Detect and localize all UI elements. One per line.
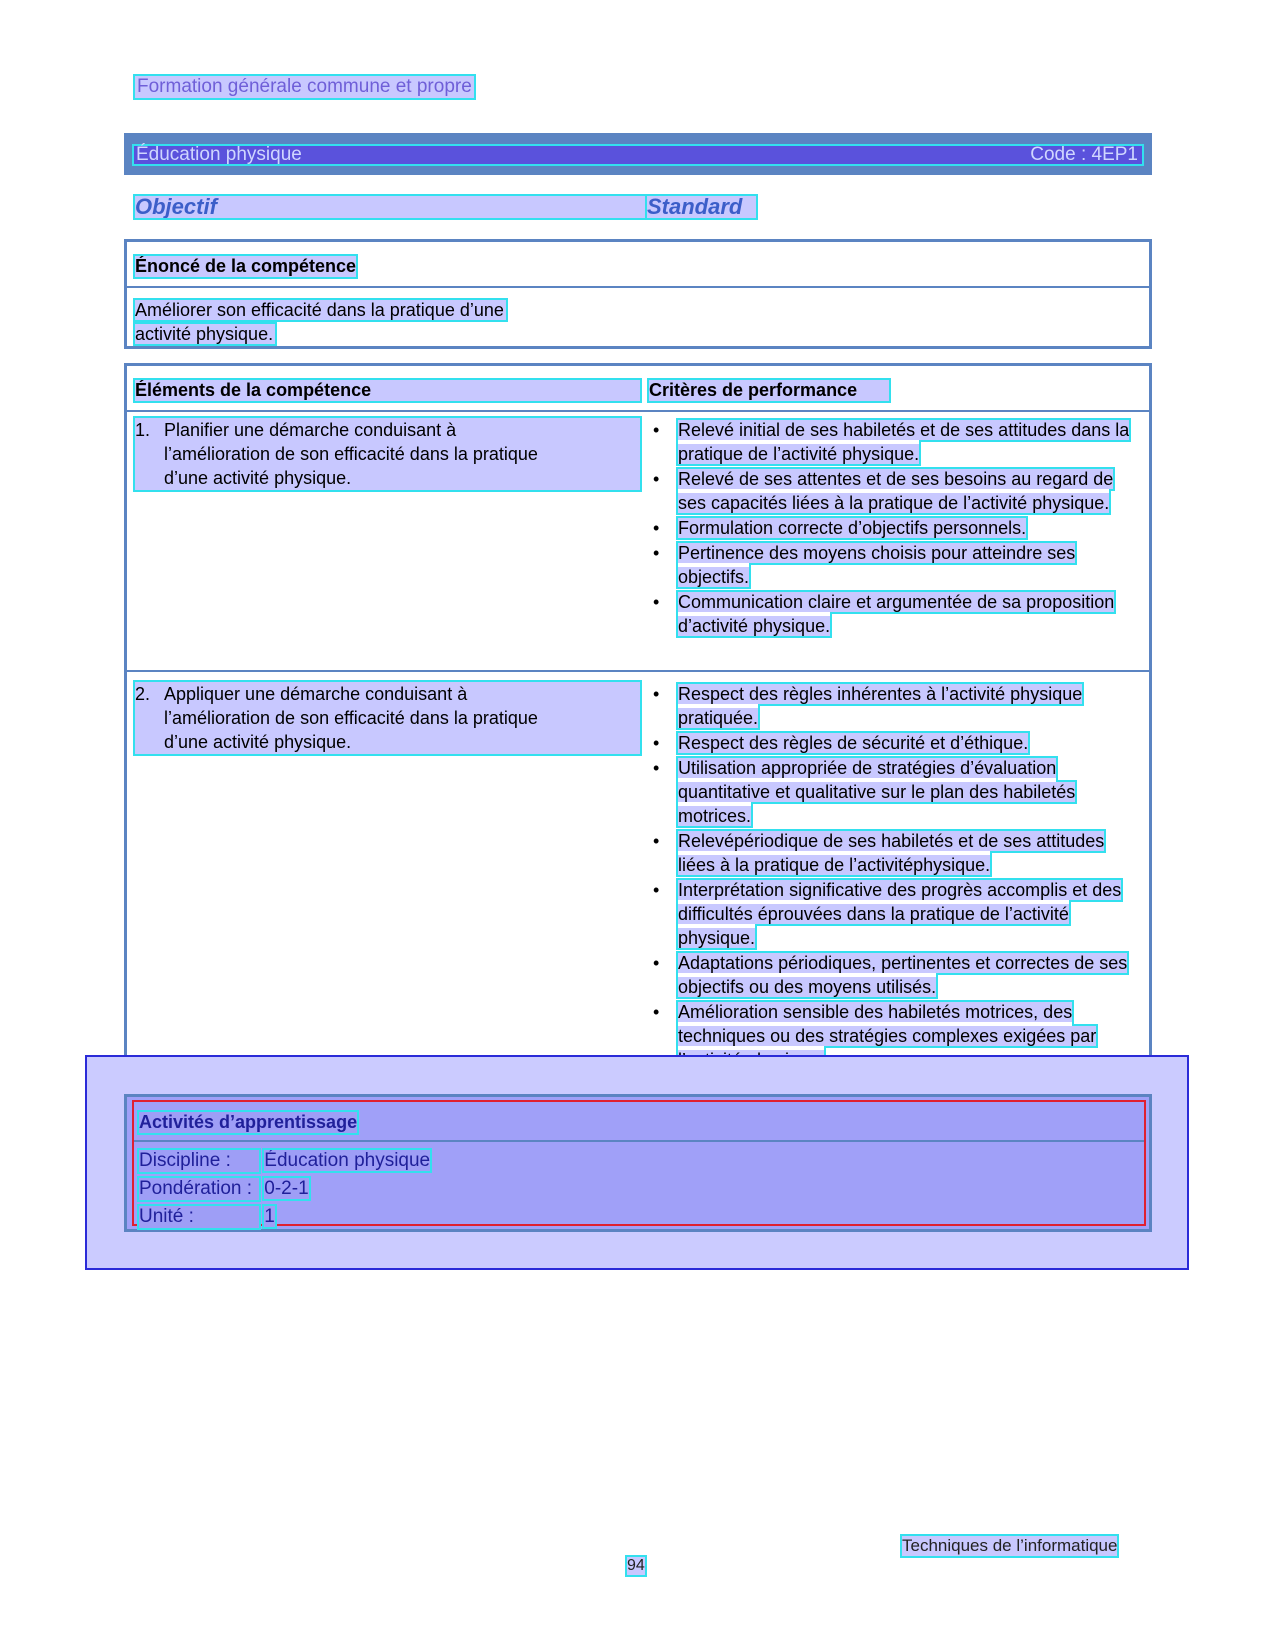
criterion-text: Amélioration sensible des habiletés motrices, des techniques ou des stratégies complexes exigées par bbox=[678, 1002, 1096, 1070]
learning-activities-box bbox=[124, 1094, 1152, 1232]
criterion-item bbox=[649, 541, 1144, 589]
criterion-text: Respect des règles de sécurité et d’éthique. bbox=[678, 733, 1029, 753]
criterion-item bbox=[649, 829, 1144, 877]
discipline-label: Discipline : bbox=[139, 1150, 259, 1172]
criterion-item bbox=[649, 682, 1144, 730]
criterion-item bbox=[649, 590, 1144, 638]
course-title: Éducation physique bbox=[136, 144, 302, 165]
objective-row bbox=[135, 196, 756, 218]
section-label: Formation générale commune et propre bbox=[137, 76, 472, 97]
element-line: l’amélioration de son efficacité dans la pratique bbox=[164, 708, 538, 728]
standard-label: Standard bbox=[647, 196, 756, 218]
unit-label: Unité : bbox=[139, 1206, 259, 1228]
table-header bbox=[127, 366, 1149, 412]
elements-column-header: Éléments de la compétence bbox=[135, 380, 640, 401]
criterion-text: Communication claire et argumentée de sa proposition d’activité physique. bbox=[678, 592, 1115, 636]
element-line: d’une activité physique. bbox=[164, 468, 352, 488]
criterion-item bbox=[649, 756, 1144, 828]
criterion-text: Adaptations périodiques, pertinentes et correctes de ses objectifs ou des moyens utilisés. bbox=[678, 953, 1128, 997]
competence-element-2 bbox=[135, 682, 640, 754]
criterion-item bbox=[649, 878, 1144, 950]
criterion-item bbox=[649, 467, 1144, 515]
section-divider bbox=[127, 670, 1149, 672]
competence-statement-box bbox=[124, 239, 1152, 349]
unit-value: 1 bbox=[264, 1206, 275, 1227]
criterion-item bbox=[649, 418, 1144, 466]
ponderation-value: 0-2-1 bbox=[264, 1178, 309, 1199]
course-code: Code : 4EP1 bbox=[1030, 144, 1138, 165]
element-line: d’une activité physique. bbox=[164, 732, 352, 752]
criterion-text: Utilisation appropriée de stratégies d’évaluation quantitative et qualitative sur le plan des habiletés motrices. bbox=[678, 758, 1076, 826]
course-title-bar bbox=[124, 133, 1152, 175]
criterion-text: Interprétation significative des progrès accomplis et des difficultés éprouvées dans la pratique de l’activité physique. bbox=[678, 880, 1122, 948]
criterion-text: Respect des règles inhérentes à l’activité physique pratiquée. bbox=[678, 684, 1083, 728]
criteria-list-1 bbox=[649, 418, 1144, 639]
discipline-row bbox=[139, 1150, 430, 1172]
element-line: Planifier une démarche conduisant à bbox=[164, 420, 457, 440]
criterion-text: Pertinence des moyens choisis pour atteindre ses objectifs. bbox=[678, 543, 1076, 587]
footer-program-name: Techniques de l’informatique bbox=[902, 1536, 1118, 1555]
criterion-item bbox=[649, 951, 1144, 999]
learning-activities-frame bbox=[132, 1100, 1146, 1226]
competence-statement-header bbox=[127, 242, 1149, 288]
criterion-text: Relevépériodique de ses habiletés et de ses attitudes liées à la pratique de l’activitéphysique. bbox=[678, 831, 1105, 875]
ponderation-label: Pondération : bbox=[139, 1178, 259, 1200]
elements-criteria-table bbox=[124, 363, 1152, 1078]
competence-statement-line: Améliorer son efficacité dans la pratique d’une bbox=[135, 300, 504, 320]
competence-statement-title: Énoncé de la compétence bbox=[135, 256, 357, 276]
competence-statement-line: activité physique. bbox=[135, 324, 274, 344]
course-title-band bbox=[134, 146, 1142, 164]
criterion-item bbox=[649, 516, 1144, 540]
criteria-list-2 bbox=[649, 682, 1144, 1073]
unit-row bbox=[139, 1206, 275, 1228]
criteria-column-header: Critères de performance bbox=[649, 380, 889, 401]
element-line: l’amélioration de son efficacité dans la pratique bbox=[164, 444, 538, 464]
learning-activities-header bbox=[134, 1102, 1144, 1142]
page-number: 94 bbox=[627, 1557, 645, 1574]
element-number: 2. bbox=[135, 684, 151, 704]
competence-statement-text bbox=[135, 298, 565, 346]
criterion-text: Relevé initial de ses habiletés et de ses attitudes dans la pratique de l’activité physique. bbox=[678, 420, 1130, 464]
element-number: 1. bbox=[135, 420, 151, 440]
element-line: Appliquer une démarche conduisant à bbox=[164, 684, 468, 704]
criterion-text: Relevé de ses attentes et de ses besoins au regard de ses capacités liées à la pratique de l’activité physique. bbox=[678, 469, 1114, 513]
competence-element-1 bbox=[135, 418, 640, 490]
objective-label: Objectif bbox=[135, 196, 647, 218]
discipline-value: Éducation physique bbox=[264, 1150, 431, 1171]
criterion-item bbox=[649, 731, 1144, 755]
ponderation-row bbox=[139, 1178, 309, 1200]
criterion-text: Formulation correcte d’objectifs personnels. bbox=[678, 518, 1027, 538]
learning-activities-title: Activités d’apprentissage bbox=[139, 1112, 358, 1132]
